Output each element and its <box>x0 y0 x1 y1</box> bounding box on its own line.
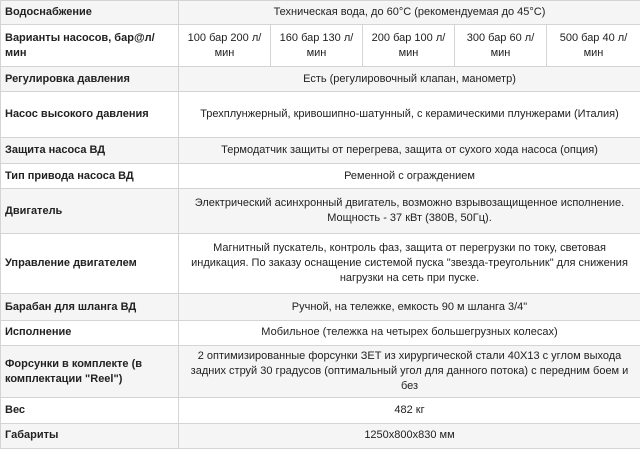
row-label: Регулировка давления <box>1 67 179 92</box>
table-row <box>1 320 640 345</box>
table-row <box>1 294 640 320</box>
row-value: 2 оптимизированные форсунки ЗЕТ из хирургической стали 40Х13 с углом выхода задних струй 30 градусов (оптимальный угол для данного потока) с передним боем и без <box>179 345 640 398</box>
row-value: Термодатчик защиты от перегрева, защита от сухого хода насоса (опция) <box>179 137 640 163</box>
row-value: Техническая вода, до 60°С (рекомендуемая до 45°С) <box>179 1 640 25</box>
pump-option: 200 бар 100 л/мин <box>363 25 455 67</box>
row-value: Ременной с ограждением <box>179 163 640 188</box>
row-value: Ручной, на тележке, емкость 90 м шланга 3/4" <box>179 294 640 320</box>
row-label: Защита насоса ВД <box>1 137 179 163</box>
row-label: Исполнение <box>1 320 179 345</box>
table-row <box>1 67 640 92</box>
row-value: 482 кг <box>179 398 640 423</box>
row-label: Водоснабжение <box>1 1 179 25</box>
row-label: Габариты <box>1 423 179 448</box>
table-row <box>1 92 640 137</box>
row-label: Насос высокого давления <box>1 92 179 137</box>
table-row <box>1 25 640 67</box>
row-label: Вес <box>1 398 179 423</box>
table-row <box>1 137 640 163</box>
row-label: Варианты насосов, бар@л/мин <box>1 25 179 67</box>
table-row <box>1 189 640 234</box>
row-label: Управление двигателем <box>1 234 179 294</box>
row-label: Форсунки в комплекте (в комплектации "Reel") <box>1 345 179 398</box>
table-row <box>1 1 640 25</box>
table-row <box>1 398 640 423</box>
table-row <box>1 345 640 398</box>
table-row <box>1 163 640 188</box>
row-value: Трехплунжерный, кривошипно-шатунный, с керамическими плунжерами (Италия) <box>179 92 640 137</box>
pump-option: 500 бар 40 л/мин <box>547 25 640 67</box>
row-label: Тип привода насоса ВД <box>1 163 179 188</box>
pump-option: 300 бар 60 л/мин <box>455 25 547 67</box>
row-value: Электрический асинхронный двигатель, возможно взрывозащищенное исполнение. Мощность - 37 кВт (380В, 50Гц). <box>179 189 640 234</box>
table-row <box>1 234 640 294</box>
pump-option: 160 бар 130 л/мин <box>271 25 363 67</box>
table-row <box>1 423 640 448</box>
row-value: Мобильное (тележка на четырех большегрузных колесах) <box>179 320 640 345</box>
row-value: 1250х800х830 мм <box>179 423 640 448</box>
row-label: Барабан для шланга ВД <box>1 294 179 320</box>
row-value: Магнитный пускатель, контроль фаз, защита от перегрузки по току, световая индикация. По заказу оснащение системой пуска "звезда-треугольник" для снижения нагрузки на сеть при пуске. <box>179 234 640 294</box>
pump-option: 100 бар 200 л/мин <box>179 25 271 67</box>
row-label: Двигатель <box>1 189 179 234</box>
row-value: Есть (регулировочный клапан, манометр) <box>179 67 640 92</box>
